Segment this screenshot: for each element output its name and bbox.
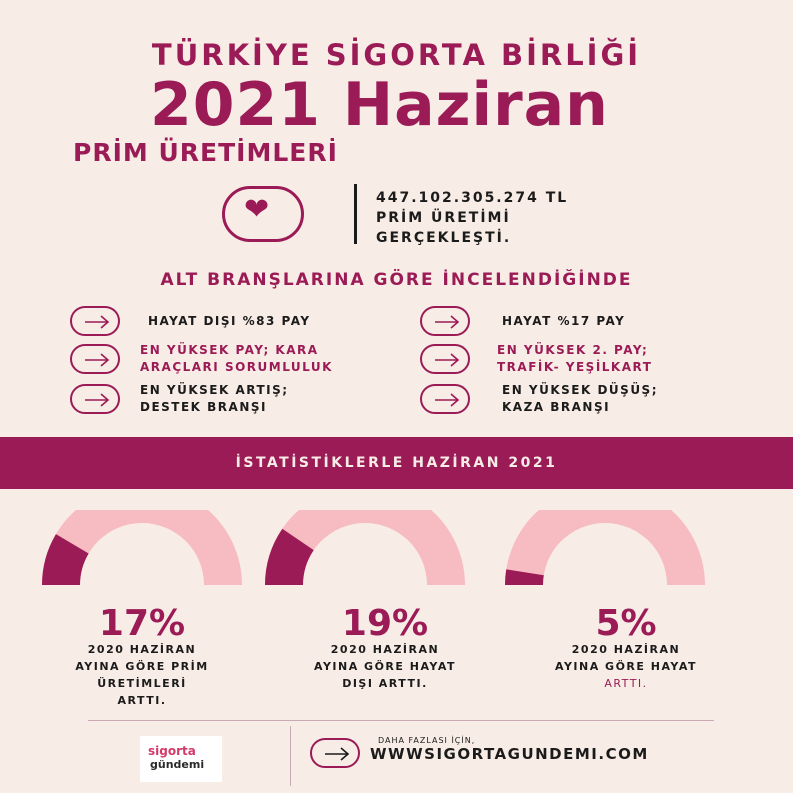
heart-icon: ❤ bbox=[244, 192, 270, 227]
footer-divider bbox=[88, 720, 714, 721]
total-premium bbox=[376, 188, 568, 248]
arrow-right-icon bbox=[420, 306, 470, 336]
list-item: EN YÜKSEK 2. PAY; TRAFİK- YEŞİLKART bbox=[497, 343, 653, 374]
sub-title: PRİM ÜRETİMLERİ bbox=[73, 138, 338, 167]
gauge-track bbox=[505, 510, 705, 585]
website-link[interactable]: WWWSIGORTAGUNDEMI.COM bbox=[370, 745, 649, 763]
list-item: HAYAT DIŞI %83 PAY bbox=[148, 314, 311, 328]
gauges bbox=[0, 510, 793, 590]
arrow-right-icon bbox=[70, 306, 120, 336]
more-label: DAHA FAZLASI İÇİN, bbox=[378, 736, 476, 745]
list-item: HAYAT %17 PAY bbox=[502, 314, 626, 328]
org-title: TÜRKİYE SİGORTA BİRLİĞİ bbox=[151, 38, 642, 72]
stat-caption: 2020 HAZİRAN AYINA GÖRE HAYAT ARTTI. bbox=[554, 643, 697, 690]
stat-caption: 2020 HAZİRAN AYINA GÖRE PRİM ÜRETİMLERİ ARTTI. bbox=[75, 643, 209, 707]
stat-caption: 2020 HAZİRAN AYINA GÖRE HAYAT DIŞI ARTTI. bbox=[313, 643, 456, 690]
stat-value: 19% bbox=[341, 603, 429, 644]
list-item: EN YÜKSEK ARTIŞ; DESTEK BRANŞI bbox=[140, 383, 289, 414]
stat-value: 5% bbox=[595, 603, 657, 644]
divider bbox=[354, 184, 357, 244]
total-amount: 447.102.305.274 TL bbox=[376, 190, 569, 206]
stat-value: 17% bbox=[98, 603, 186, 644]
arrow-right-icon[interactable] bbox=[310, 738, 360, 768]
main-title: 2021 Haziran bbox=[150, 70, 609, 140]
arrow-right-icon bbox=[420, 384, 470, 414]
branch-heading: ALT BRANŞLARINA GÖRE İNCELENDİĞİNDE bbox=[160, 270, 633, 290]
list-item: EN YÜKSEK DÜŞÜŞ; KAZA BRANŞI bbox=[502, 383, 658, 414]
arrow-right-icon bbox=[70, 384, 120, 414]
logo-text: sigorta bbox=[148, 744, 196, 758]
stats-band-title: İSTATİSTİKLERLE HAZİRAN 2021 bbox=[235, 455, 558, 471]
total-status: GERÇEKLEŞTİ. bbox=[376, 230, 512, 246]
list-item: EN YÜKSEK PAY; KARA ARAÇLARI SORUMLULUK bbox=[140, 343, 333, 374]
logo-text: gündemi bbox=[150, 758, 205, 771]
arrow-right-icon bbox=[420, 344, 470, 374]
total-label: PRİM ÜRETİMİ bbox=[376, 210, 511, 226]
arrow-right-icon bbox=[70, 344, 120, 374]
footer-separator bbox=[290, 726, 291, 786]
